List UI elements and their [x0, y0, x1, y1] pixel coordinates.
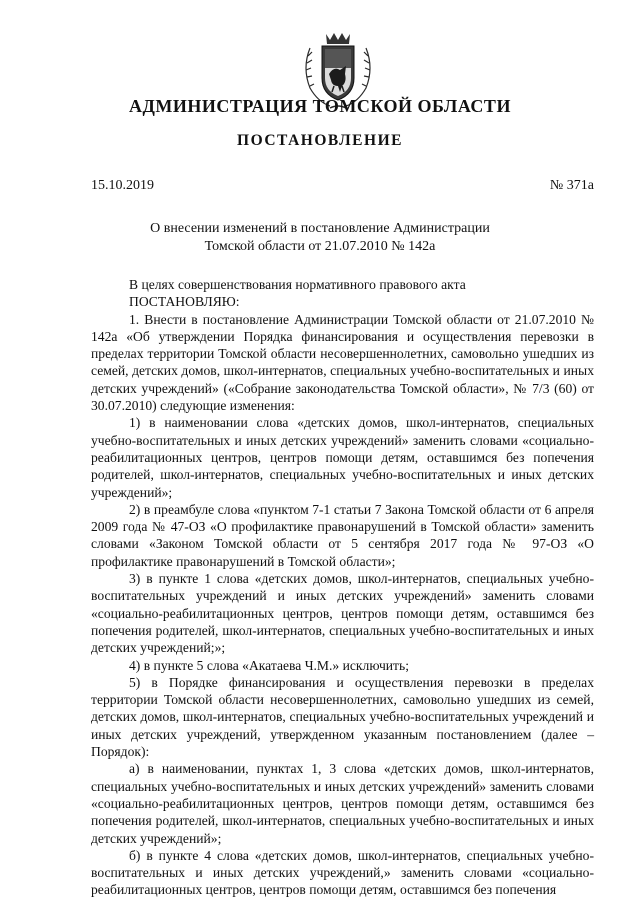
- body-paragraph: 2) в преамбуле слова «пунктом 7-1 статьи 7 Закона Томской области от 6 апреля 2009 года № 47-ОЗ «О профилактике правонарушений в Томской области» заменить словами «Законом Томской области от 5 сентября 2017 года № 97-ОЗ «О профилактике правонарушений в Томской области»;: [91, 501, 594, 569]
- body-paragraph: 5) в Порядке финансирования и осуществления перевозки в пределах территории Томской области несовершеннолетних, самовольно ушедших из семей, детских домов, школ-интернатов, специальных учебно-воспитательных учреждений и иных детских учреждений, утвержденном указанным постановлением (далее – Порядок):: [91, 674, 594, 760]
- subject-line: О внесении изменений в постановление Администрации: [150, 221, 490, 236]
- subject-line: Томской области от 21.07.2010 № 142а: [204, 239, 436, 254]
- document-number: № 371а: [549, 178, 594, 193]
- body-paragraph: ПОСТАНОВЛЯЮ:: [129, 294, 240, 310]
- body-paragraph: 3) в пункте 1 слова «детских домов, школ-интернатов, специальных учебно-воспитательных учреждений и иных детских учреждений» заменить словами «социально-реабилитационных центров, центров помощи детям, оставшимся без попечения родителей, школ-интернатов, специальных учебно-воспитательных и иных детских учреждений;»;: [91, 571, 594, 656]
- body-paragraph: 1. Внести в постановление Администрации Томской области от 21.07.2010 № 142а «Об утверждении Порядка финансирования и осуществления перевозки в пределах территории Томской области несовершеннолетних, самовольно ушедших из семей, детских домов, школ-интернатов, специальных учебно-воспитательных и иных детских учреждений» («Собрание законодательства Томской области», № 7/3 (60) от 30.07.2010) следующие изменения:: [91, 311, 594, 414]
- body-paragraph: б) в пункте 4 слова «детских домов, школ-интернатов, специальных учебно-воспитательных и иных детских учреждений,» заменить словами «социально-реабилитационных центров, центров помощи детям, оставшимся без попечения: [91, 847, 594, 898]
- document-subject: [150, 220, 490, 256]
- document-type-title: ПОСТАНОВЛЕНИЕ: [237, 132, 403, 149]
- body-paragraph: 1) в наименовании слова «детских домов, школ-интернатов, специальных учебно-воспитательных и иных детских учреждений» заменить словами «социально-реабилитационных центров, центров помощи детям, оставшимся без попечения родителей, школ-интернатов, специальных учебно-воспитательных и иных детских учреждений»;: [91, 415, 594, 500]
- document-body: [91, 276, 594, 899]
- body-paragraph: В целях совершенствования нормативного правового акта: [129, 277, 466, 292]
- document-date: 15.10.2019: [91, 178, 154, 193]
- organization-title: АДМИНИСТРАЦИЯ ТОМСКОЙ ОБЛАСТИ: [129, 96, 511, 116]
- body-paragraph: а) в наименовании, пунктах 1, 3 слова «детских домов, школ-интернатов, специальных учебно-воспитательных и иных детских учреждений» заменить словами «социально-реабилитационных центров, центров помощи детям, оставшимся без попечения родителей, школ-интернатов, специальных учебно-воспитательных и иных детских учреждений»;: [91, 761, 594, 846]
- body-paragraph: 4) в пункте 5 слова «Акатаева Ч.М.» исключить;: [129, 657, 409, 673]
